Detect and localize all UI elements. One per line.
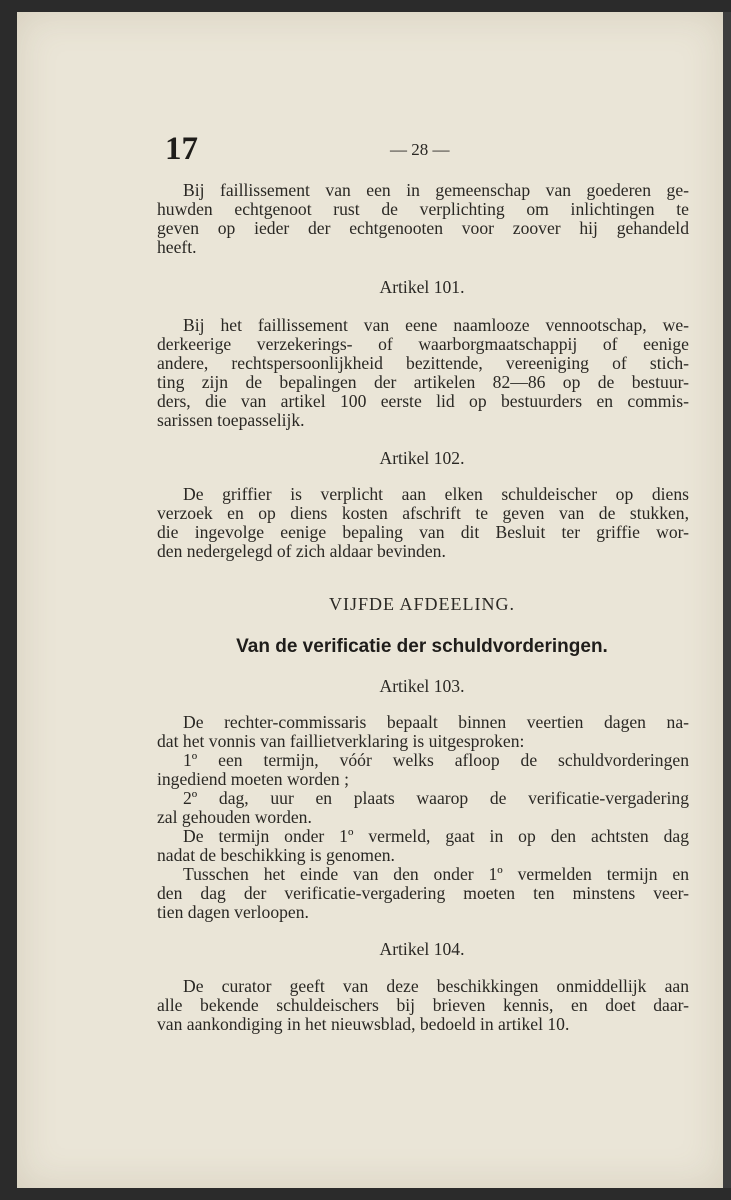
article-101-text <box>157 316 689 430</box>
text-line: huwden echtgenoot rust de verplichting om inlichtingen te <box>157 199 689 219</box>
text-line: van aankondiging in het nieuwsblad, bedoeld in artikel 10. <box>157 1014 570 1034</box>
text-line: Bij het faillissement van eene naamlooze vennootschap, we- <box>183 315 689 335</box>
text-line: derkeerige verzekerings- of waarborgmaatschappij of eenige <box>157 334 689 354</box>
text-line: den nedergelegd of zich aldaar bevinden. <box>157 541 446 561</box>
text-line: den dag der verificatie-vergadering moeten ten minstens veer- <box>157 883 689 903</box>
text-line: tien dagen verloopen. <box>157 902 309 922</box>
text-line: De termijn onder 1º vermeld, gaat in op den achtsten dag <box>183 826 689 846</box>
text-line: dat het vonnis van faillietverklaring is uitgesproken: <box>157 731 525 751</box>
text-line: Tusschen het einde van den onder 1º vermelden termijn en <box>183 864 689 884</box>
section-title: VIJFDE AFDEELING. <box>329 594 515 614</box>
article-103-title: Artikel 103. <box>379 676 465 696</box>
text-line: De curator geeft van deze beschikkingen onmiddellijk aan <box>183 976 689 996</box>
text-line: 2º dag, uur en plaats waarop de verificatie-vergadering <box>183 788 689 808</box>
paragraph-intro <box>157 181 689 257</box>
text-line: Bij faillissement van een in gemeenschap van goederen ge- <box>183 180 689 200</box>
text-line: De rechter-commissaris bepaalt binnen veertien dagen na- <box>183 712 689 732</box>
article-102-title: Artikel 102. <box>379 448 465 468</box>
text-line: nadat de beschikking is genomen. <box>157 845 395 865</box>
text-line: alle bekende schuldeischers bij brieven kennis, en doet daar- <box>157 995 689 1015</box>
scan-edge <box>723 12 731 1188</box>
text-line: ingediend moeten worden ; <box>157 769 350 789</box>
folio-number: 17 <box>165 131 198 167</box>
article-104-title: Artikel 104. <box>379 939 465 959</box>
article-103-text <box>157 713 689 922</box>
section-subtitle: Van de verificatie der schuldvorderingen. <box>236 636 608 657</box>
article-104-text <box>157 977 689 1034</box>
text-line: 1º een termijn, vóór welks afloop de schuldvorderingen <box>183 750 689 770</box>
text-line: ting zijn de bepalingen der artikelen 82—86 op de bestuur- <box>157 372 689 392</box>
text-line: ders, die van artikel 100 eerste lid op bestuurders en commis- <box>157 391 689 411</box>
text-line: sarissen toepasselijk. <box>157 410 305 430</box>
text-line: verzoek en op diens kosten afschrift te geven van de stukken, <box>157 503 689 523</box>
text-line: andere, rechtspersoonlijkheid bezittende, vereeniging of stich- <box>157 353 689 373</box>
text-line: heeft. <box>157 237 197 257</box>
page-number: — 28 — <box>390 140 450 159</box>
text-line: zal gehouden worden. <box>157 807 312 827</box>
text-line: geven op ieder der echtgenooten voor zoover hij gehandeld <box>157 218 689 238</box>
text-line: die ingevolge eenige bepaling van dit Besluit ter griffie wor- <box>157 522 689 542</box>
text-line: De griffier is verplicht aan elken schuldeischer op diens <box>183 484 689 504</box>
article-102-text <box>157 485 689 561</box>
article-101-title: Artikel 101. <box>379 277 465 297</box>
